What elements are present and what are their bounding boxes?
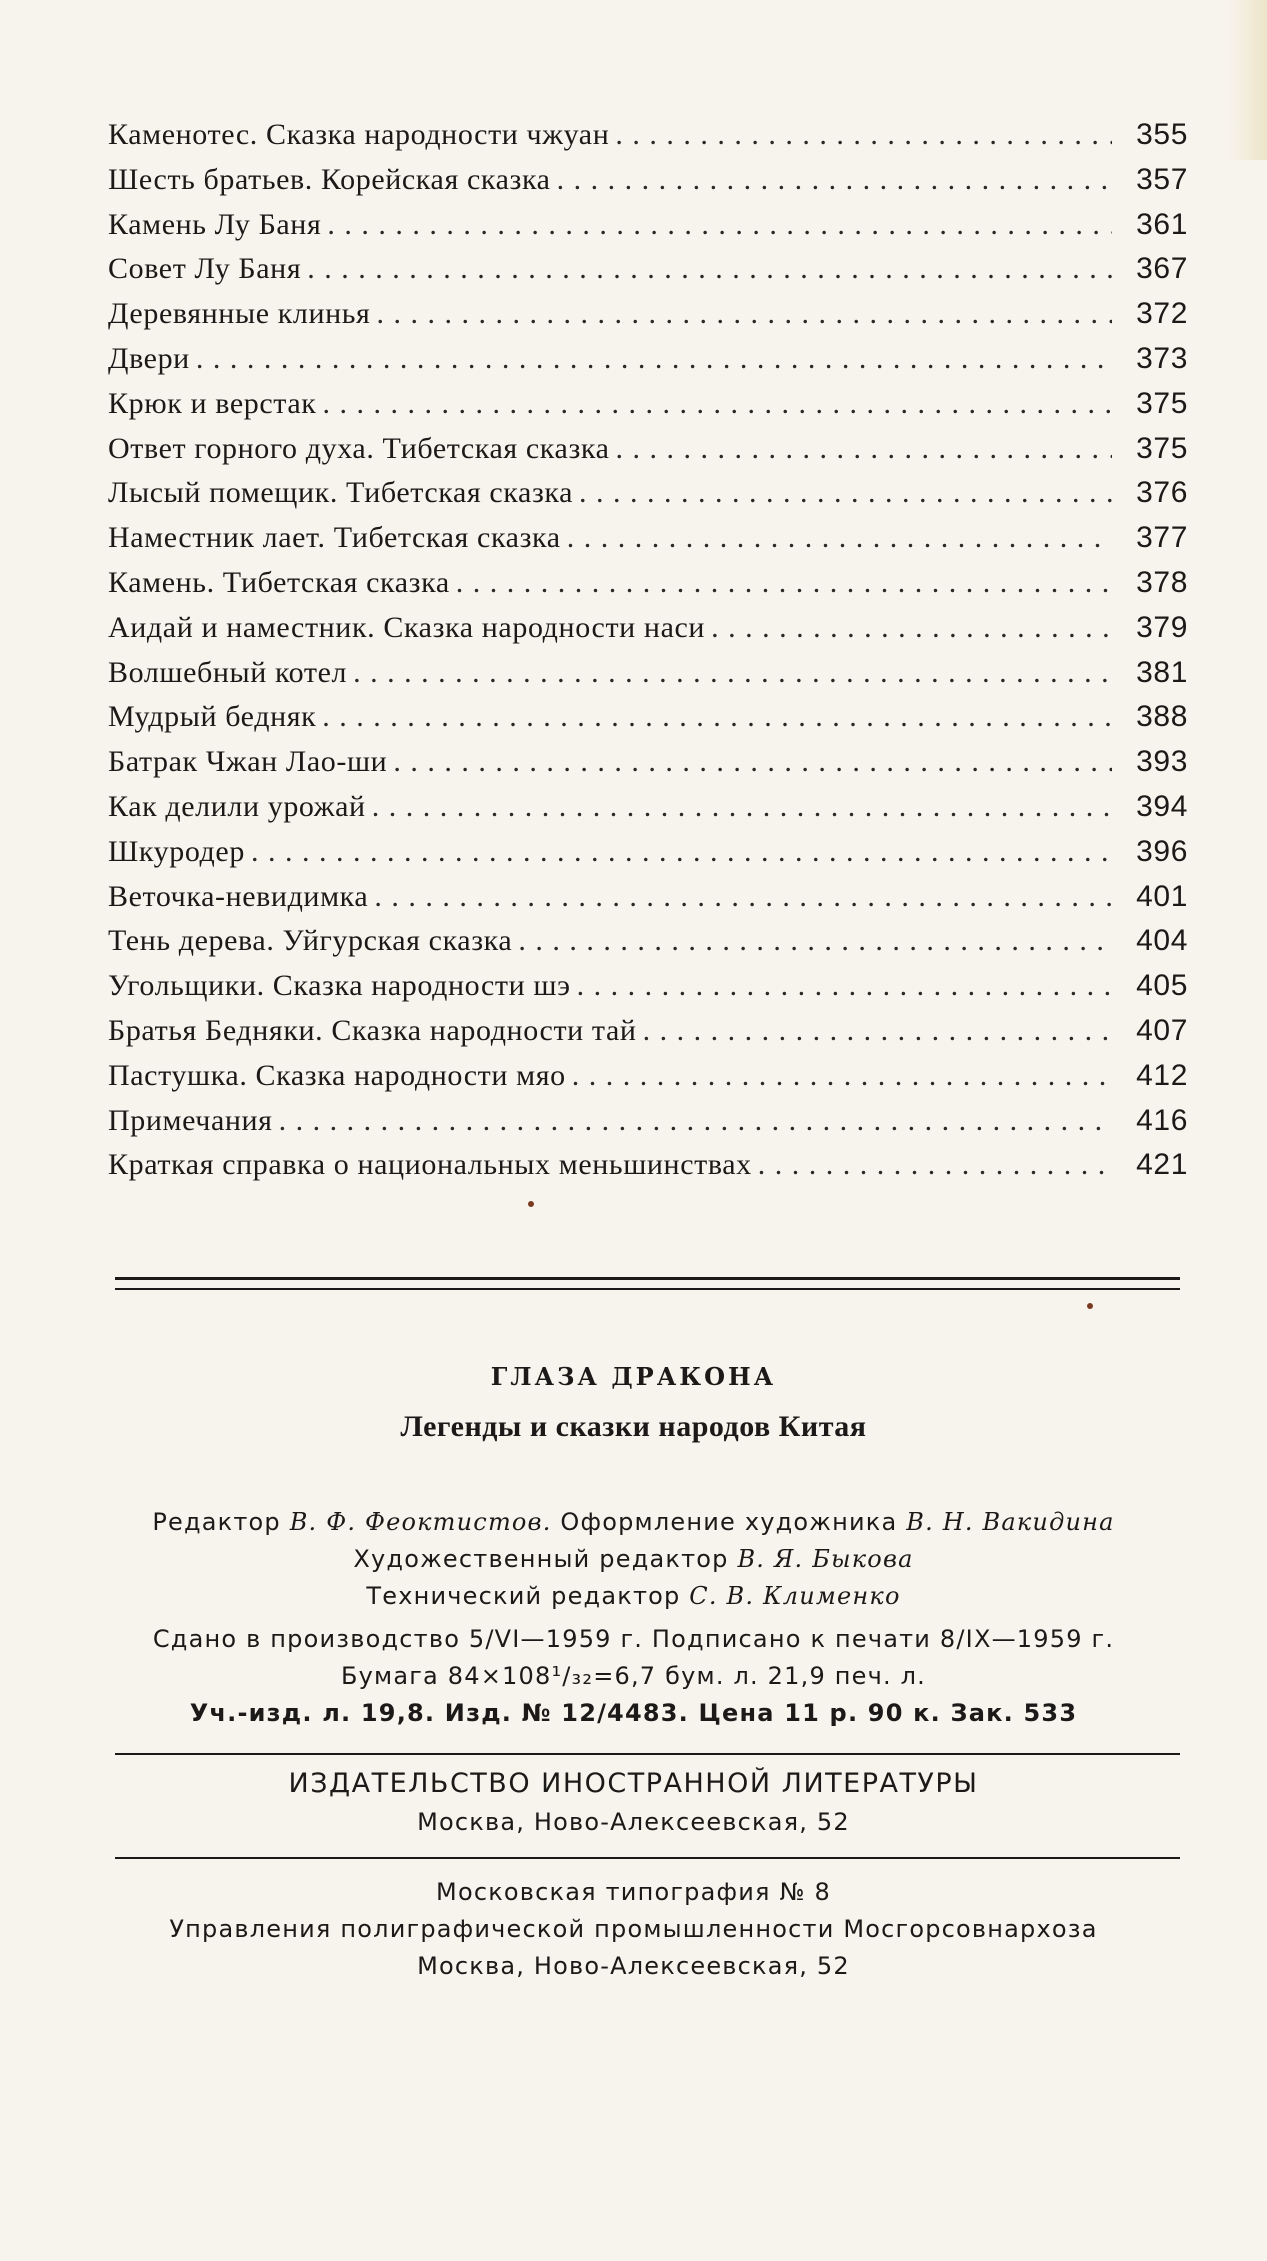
toc-entry xyxy=(108,432,1188,477)
table-of-contents xyxy=(108,118,1188,1193)
toc-leader-dots xyxy=(557,163,1112,197)
toc-entry-page: 407 xyxy=(1136,1013,1188,1047)
toc-leader-dots xyxy=(456,566,1112,600)
toc-leader-dots xyxy=(307,252,1112,286)
toc-leader-dots xyxy=(279,1104,1112,1138)
toc-entry-page: 381 xyxy=(1136,655,1188,689)
toc-entry xyxy=(108,745,1188,790)
toc-entry-title: Шкуродер xyxy=(108,834,245,868)
toc-entry-page: 378 xyxy=(1136,565,1188,599)
ink-speck xyxy=(1087,1303,1093,1309)
toc-entry xyxy=(108,1148,1188,1193)
toc-entry-page: 373 xyxy=(1136,341,1188,375)
art-editor-label: Художественный редактор xyxy=(353,1545,729,1573)
toc-entry xyxy=(108,342,1188,387)
toc-entry xyxy=(108,790,1188,835)
divider-line xyxy=(115,1753,1180,1755)
toc-entry xyxy=(108,880,1188,925)
toc-leader-dots xyxy=(567,521,1112,555)
design-name: В. Н. Вакидина xyxy=(906,1508,1115,1536)
toc-entry-page: 357 xyxy=(1136,162,1188,196)
toc-entry-title: Лысый помещик. Тибетская сказка xyxy=(108,476,574,510)
toc-entry-title: Крюк и верстак xyxy=(108,386,317,420)
toc-leader-dots xyxy=(322,700,1112,734)
toc-entry-title: Пастушка. Сказка народности мяо xyxy=(108,1058,566,1092)
printer-address: Москва, Ново-Алексеевская, 52 xyxy=(417,1952,850,1980)
toc-entry-page: 388 xyxy=(1136,700,1188,734)
toc-leader-dots xyxy=(615,118,1112,152)
toc-entry-title: Как делили урожай xyxy=(108,789,366,823)
toc-entry-page: 361 xyxy=(1136,207,1188,241)
toc-entry xyxy=(108,521,1188,566)
art-editor-line xyxy=(0,1545,1267,1573)
toc-entry-title: Двери xyxy=(108,341,190,375)
toc-entry-title: Волшебный котел xyxy=(108,655,348,689)
toc-entry-title: Деревянные клинья xyxy=(108,297,371,331)
toc-entry-title: Камень Лу Баня xyxy=(108,207,322,241)
toc-entry-page: 377 xyxy=(1136,521,1188,555)
toc-entry-title: Шесть братьев. Корейская сказка xyxy=(108,162,551,196)
toc-entry xyxy=(108,969,1188,1014)
toc-entry xyxy=(108,1104,1188,1149)
toc-leader-dots xyxy=(196,342,1112,376)
toc-leader-dots xyxy=(518,924,1112,958)
publisher-address: Москва, Ново-Алексеевская, 52 xyxy=(417,1808,850,1836)
toc-entry-page: 372 xyxy=(1136,297,1188,331)
tech-editor-line xyxy=(0,1582,1267,1610)
toc-entry-title: Мудрый бедняк xyxy=(108,700,317,734)
toc-leader-dots xyxy=(758,1148,1112,1182)
toc-entry-page: 367 xyxy=(1136,252,1188,286)
toc-entry-page: 394 xyxy=(1136,789,1188,823)
toc-leader-dots xyxy=(572,1059,1112,1093)
toc-leader-dots xyxy=(643,1014,1112,1048)
toc-entry-title: Совет Лу Баня xyxy=(108,252,302,286)
toc-entry-title: Наместник лает. Тибетская сказка xyxy=(108,521,561,555)
tech-editor-label: Технический редактор xyxy=(366,1582,681,1610)
toc-leader-dots xyxy=(711,611,1112,645)
toc-entry-page: 375 xyxy=(1136,431,1188,465)
toc-entry xyxy=(108,387,1188,432)
book-subtitle: Легенды и сказки народов Китая xyxy=(400,1410,867,1443)
toc-entry-page: 393 xyxy=(1136,745,1188,779)
toc-leader-dots xyxy=(327,208,1112,242)
art-editor-name: В. Я. Быкова xyxy=(737,1545,914,1573)
toc-entry-page: 401 xyxy=(1136,879,1188,913)
toc-leader-dots xyxy=(374,880,1112,914)
toc-entry xyxy=(108,924,1188,969)
paper-line: Бумага 84×108¹/₃₂=6,7 бум. л. 21,9 печ. л. xyxy=(340,1662,927,1690)
editor-line xyxy=(0,1508,1267,1536)
divider-line xyxy=(115,1857,1180,1859)
toc-entry xyxy=(108,252,1188,297)
section-divider xyxy=(115,1277,1180,1290)
toc-entry xyxy=(108,835,1188,880)
printer-name: Московская типография № 8 xyxy=(436,1878,831,1906)
toc-entry-title: Веточка-невидимка xyxy=(108,879,369,913)
toc-entry-page: 421 xyxy=(1136,1148,1188,1182)
toc-leader-dots xyxy=(376,297,1112,331)
toc-entry-title: Аидай и наместник. Сказка народности наси xyxy=(108,610,706,644)
toc-entry-page: 396 xyxy=(1136,834,1188,868)
toc-entry xyxy=(108,700,1188,745)
toc-leader-dots xyxy=(616,432,1112,466)
production-line: Сдано в производство 5/VI—1959 г. Подписано к печати 8/IX—1959 г. xyxy=(152,1625,1115,1653)
toc-entry-page: 379 xyxy=(1136,610,1188,644)
toc-entry-title: Угольщики. Сказка народности шэ xyxy=(108,969,571,1003)
toc-entry xyxy=(108,611,1188,656)
publisher-name: ИЗДАТЕЛЬСТВО ИНОСТРАННОЙ ЛИТЕРАТУРЫ xyxy=(288,1768,979,1799)
printer-department: Управления полиграфической промышленности Мосгорсовнархоза xyxy=(169,1915,1098,1943)
toc-leader-dots xyxy=(577,969,1112,1003)
toc-entry-title: Батрак Чжан Лао-ши xyxy=(108,745,388,779)
toc-entry xyxy=(108,566,1188,611)
editor-name: В. Ф. Феоктистов. xyxy=(289,1508,552,1536)
toc-entry-page: 355 xyxy=(1136,118,1188,151)
toc-entry-title: Примечания xyxy=(108,1103,273,1137)
toc-entry xyxy=(108,1014,1188,1059)
toc-entry-page: 405 xyxy=(1136,969,1188,1003)
editor-label: Редактор xyxy=(152,1508,281,1536)
toc-entry xyxy=(108,476,1188,521)
toc-entry xyxy=(108,297,1188,342)
toc-entry-title: Тень дерева. Уйгурская сказка xyxy=(108,924,513,958)
toc-entry-title: Краткая справка о национальных меньшинствах xyxy=(108,1148,752,1182)
toc-leader-dots xyxy=(393,745,1112,779)
toc-entry xyxy=(108,208,1188,253)
ink-speck xyxy=(528,1201,534,1207)
toc-entry-title: Камень. Тибетская сказка xyxy=(108,565,450,599)
toc-entry-title: Каменотес. Сказка народности чжуан xyxy=(108,118,610,151)
toc-leader-dots xyxy=(372,790,1112,824)
toc-entry-page: 404 xyxy=(1136,924,1188,958)
toc-leader-dots xyxy=(353,656,1112,690)
toc-entry-page: 416 xyxy=(1136,1103,1188,1137)
accounting-line: Уч.-изд. л. 19,8. Изд. № 12/4483. Цена 11 р. 90 к. Зак. 533 xyxy=(189,1699,1078,1727)
paper-stain xyxy=(1227,0,1267,160)
design-label: Оформление художника xyxy=(560,1508,898,1536)
toc-entry xyxy=(108,118,1188,163)
toc-entry-title: Братья Бедняки. Сказка народности тай xyxy=(108,1013,637,1047)
toc-entry-page: 375 xyxy=(1136,386,1188,420)
toc-leader-dots xyxy=(322,387,1112,421)
toc-entry-page: 376 xyxy=(1136,476,1188,510)
toc-entry-title: Ответ горного духа. Тибетская сказка xyxy=(108,431,610,465)
toc-leader-dots xyxy=(251,835,1112,869)
tech-editor-name: С. В. Клименко xyxy=(689,1582,901,1610)
toc-entry-page: 412 xyxy=(1136,1058,1188,1092)
toc-entry xyxy=(108,656,1188,701)
toc-entry xyxy=(108,1059,1188,1104)
toc-entry xyxy=(108,163,1188,208)
toc-leader-dots xyxy=(579,476,1112,510)
book-title: ГЛАЗА ДРАКОНА xyxy=(490,1362,777,1391)
